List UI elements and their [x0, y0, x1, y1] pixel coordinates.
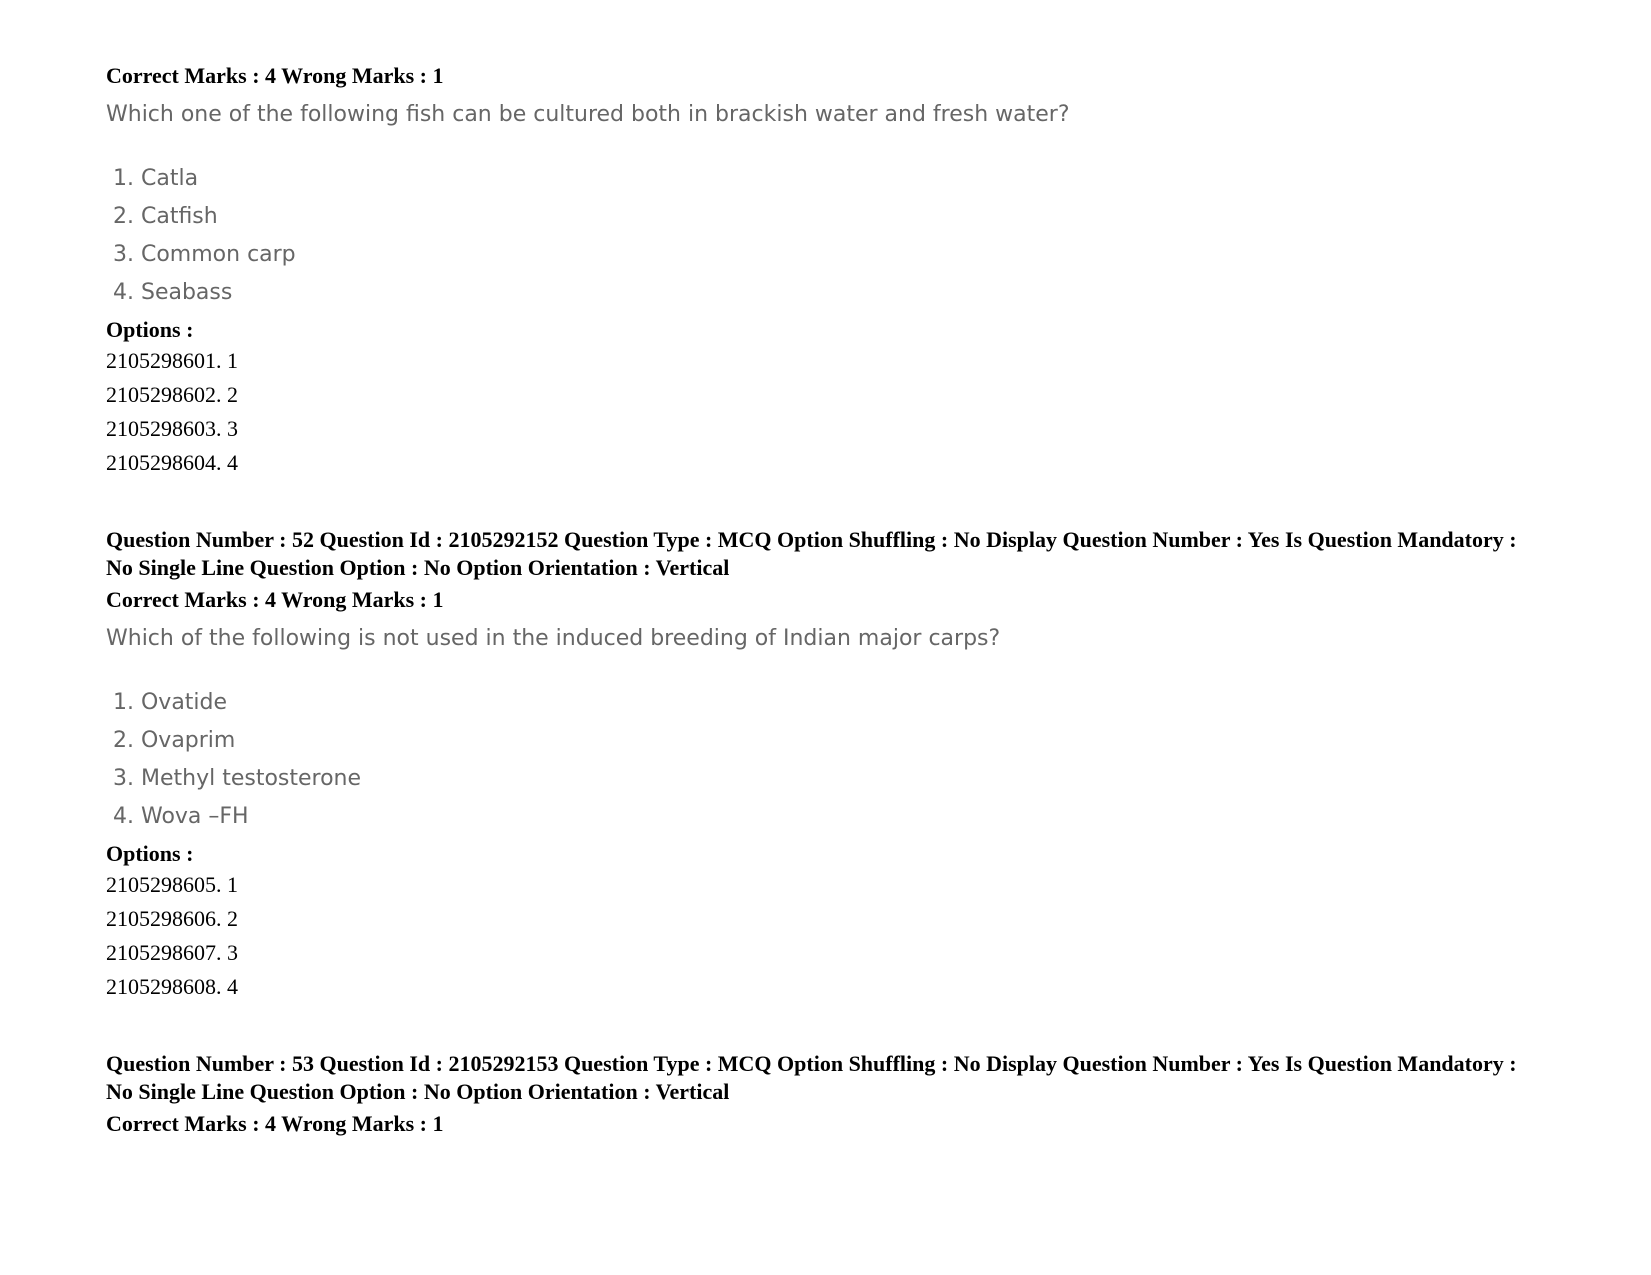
marks-line: Correct Marks : 4 Wrong Marks : 1: [106, 63, 444, 88]
marks-line: Correct Marks : 4 Wrong Marks : 1: [106, 587, 444, 612]
document-page: [106, 62, 1546, 1138]
marks-line: Correct Marks : 4 Wrong Marks : 1: [106, 1111, 444, 1136]
option-item: 2105298608. 4: [106, 974, 238, 999]
options-label: Options :: [106, 317, 194, 342]
choice-item: 3. Common carp: [113, 242, 296, 267]
choice-item: 2. Ovaprim: [113, 728, 236, 753]
options-list: [106, 344, 1546, 480]
option-item: 2105298605. 1: [106, 872, 238, 897]
question-block-53: [106, 1050, 1546, 1138]
options-list: [106, 868, 1546, 1004]
question-header: Question Number : 53 Question Id : 2105292153 Question Type : MCQ Option Shuffling : No Display Question Number : Yes Is Question Mandatory : No Single Line Question Option : No Option Orientation : Vertical: [106, 1051, 1517, 1104]
question-choices: [113, 160, 1546, 312]
choice-item: 1. Ovatide: [113, 690, 228, 715]
question-text: Which of the following is not used in the induced breeding of Indian major carps?: [106, 626, 1001, 651]
option-item: 2105298603. 3: [106, 416, 238, 441]
option-item: 2105298606. 2: [106, 906, 238, 931]
option-item: 2105298607. 3: [106, 940, 238, 965]
option-item: 2105298602. 2: [106, 382, 238, 407]
option-item: 2105298604. 4: [106, 450, 238, 475]
choice-item: 4. Wova –FH: [113, 804, 249, 829]
question-block-52: [106, 526, 1546, 1004]
choice-item: 2. Catfish: [113, 204, 218, 229]
choice-item: 3. Methyl testosterone: [113, 766, 362, 791]
question-block-51: [106, 62, 1546, 480]
question-header: Question Number : 52 Question Id : 2105292152 Question Type : MCQ Option Shuffling : No Display Question Number : Yes Is Question Mandatory : No Single Line Question Option : No Option Orientation : Vertical: [106, 527, 1517, 580]
choice-item: 1. Catla: [113, 166, 199, 191]
question-text: Which one of the following fish can be cultured both in brackish water and fresh water?: [106, 102, 1070, 127]
choice-item: 4. Seabass: [113, 280, 233, 305]
question-choices: [113, 684, 1546, 836]
option-item: 2105298601. 1: [106, 348, 238, 373]
options-label: Options :: [106, 841, 194, 866]
